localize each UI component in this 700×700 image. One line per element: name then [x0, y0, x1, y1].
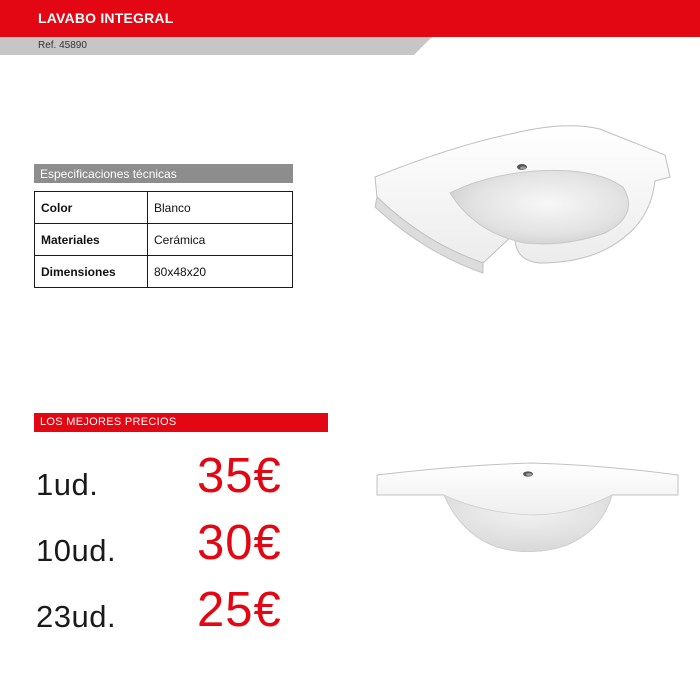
- spec-value: Cerámica: [148, 224, 293, 256]
- qty-label: 1ud.: [36, 467, 99, 502]
- qty-label: 23ud.: [36, 599, 117, 634]
- table-row: [35, 256, 293, 288]
- product-title: LAVABO INTEGRAL: [38, 10, 174, 26]
- price-value: 35€: [197, 449, 282, 503]
- spec-label: Dimensiones: [35, 256, 148, 288]
- price-value: 25€: [197, 583, 282, 637]
- prices-heading: LOS MEJORES PRECIOS: [40, 416, 177, 428]
- table-row: [35, 224, 293, 256]
- price-value: 30€: [197, 516, 282, 570]
- table-row: [35, 192, 293, 224]
- washbasin-front-image: [372, 455, 692, 565]
- spec-value: 80x48x20: [148, 256, 293, 288]
- spec-value: Blanco: [148, 192, 293, 224]
- specs-heading: Especificaciones técnicas: [40, 167, 177, 181]
- specs-table: [34, 191, 293, 288]
- product-reference: Ref. 45890: [38, 40, 87, 51]
- spec-label: Color: [35, 192, 148, 224]
- qty-label: 10ud.: [36, 533, 117, 568]
- spec-label: Materiales: [35, 224, 148, 256]
- washbasin-angled-image: [365, 115, 685, 280]
